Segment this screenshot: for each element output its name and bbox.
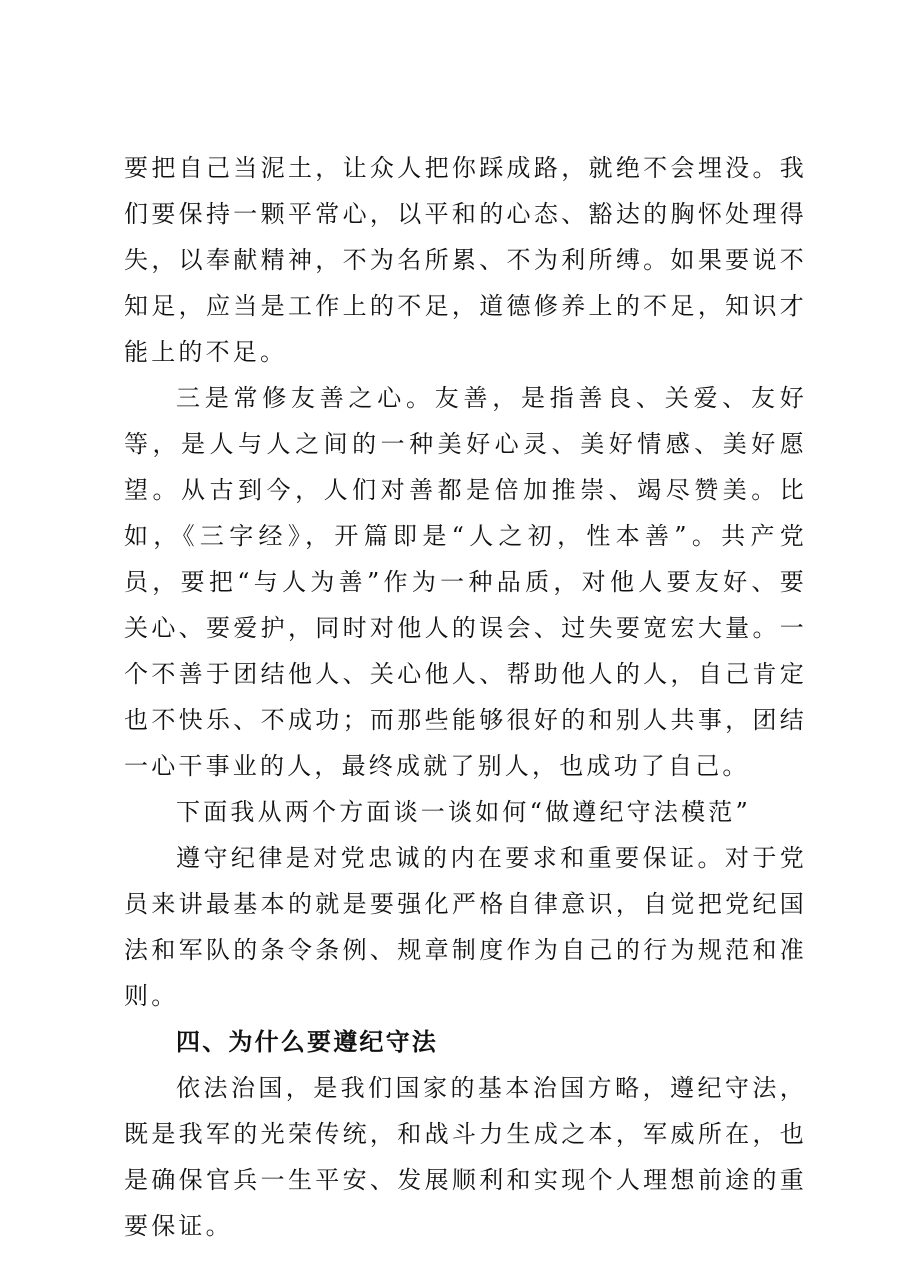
- section-heading: 四、为什么要遵纪守法: [176, 1028, 438, 1056]
- paragraph-continuation: 要把自己当泥土，让众人把你踩成路，就绝不会埋没。我们要保持一颗平常心，以平和的心态、豁达的胸怀处理得失，以奉献精神，不为名所累、不为利所缚。如果要说不知足，应当是工作上的不足，道德修养上的不足，知识才能上的不足。: [124, 154, 807, 366]
- paragraph-friendliness: 三是常修友善之心。友善，是指善良、关爱、友好等，是人与人之间的一种美好心灵、美好情感、美好愿望。从古到今，人们对善都是倍加推崇、竭尽赞美。比如，《三字经》，开篇即是“人之初，性本善”。共产党员，要把“与人为善”作为一种品质，对他人要友好、要关心、要爱护，同时对他人的误会、过失要宽宏大量。一个不善于团结他人、关心他人、帮助他人的人，自己肯定也不快乐、不成功；而那些能够很好的和别人共事，团结一心干事业的人，最终成就了别人，也成功了自己。: [124, 384, 807, 780]
- paragraph-rule-of-law: 依法治国，是我们国家的基本治国方略，遵纪守法，既是我军的光荣传统，和战斗力生成之本，军威所在，也是确保官兵一生平安、发展顺利和实现个人理想前途的重要保证。: [124, 1074, 807, 1240]
- paragraph-intro-law: 下面我从两个方面谈一谈如何“做遵纪守法模范”: [176, 798, 751, 826]
- paragraph-discipline: 遵守纪律是对党忠诚的内在要求和重要保证。对于党员来讲最基本的就是要强化严格自律意识，自觉把党纪国法和军队的条令条例、规章制度作为自己的行为规范和准则。: [124, 844, 807, 1010]
- document-body: [124, 145, 807, 1249]
